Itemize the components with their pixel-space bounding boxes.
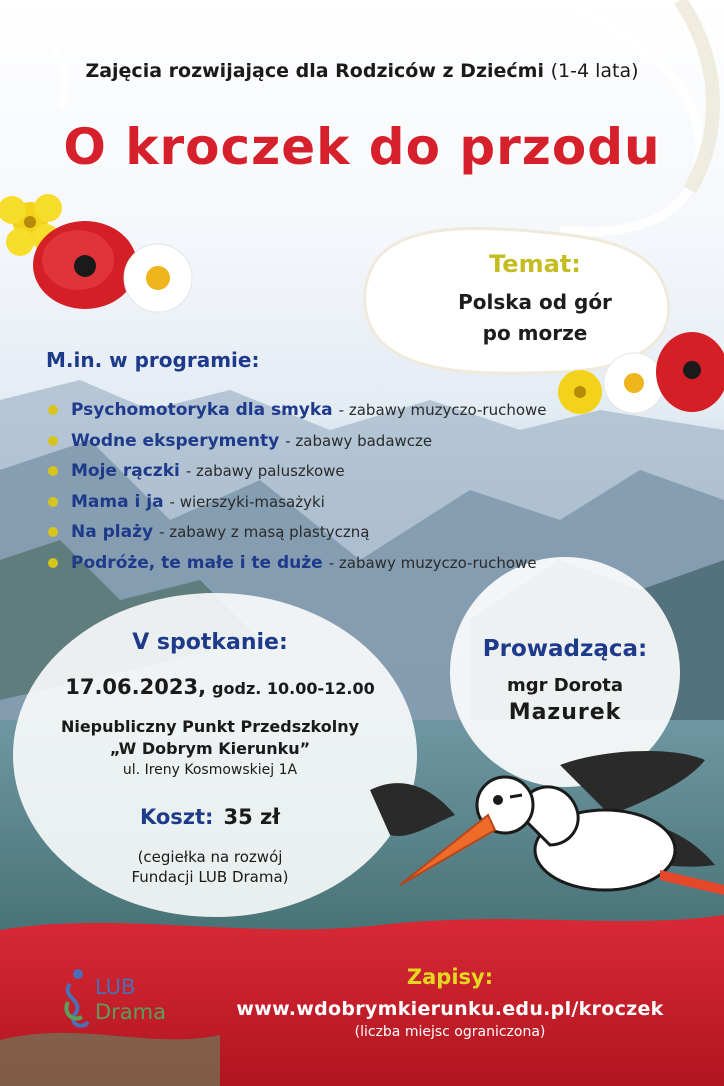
list-item	[48, 456, 547, 487]
topic-text	[440, 287, 630, 349]
flowers-top-left	[0, 180, 200, 320]
cost-note-line-1: (cegiełka na rozwój	[137, 848, 283, 866]
meeting-date: 17.06.2023,	[65, 675, 207, 699]
program-item-name: Mama i ja	[71, 491, 164, 512]
bullet-icon	[48, 497, 58, 507]
program-item-name: Moje rączki	[71, 461, 180, 482]
meeting-place-line-2: „W Dobrym Kierunku”	[109, 739, 311, 758]
meeting-date-row	[40, 675, 400, 699]
program-item-name: Wodne eksperymenty	[71, 430, 280, 451]
list-item	[48, 487, 547, 518]
program-item-desc: - zabawy paluszkowe	[185, 462, 345, 481]
bullet-icon	[48, 527, 58, 537]
topic-line-1: Polska od gór	[458, 290, 612, 314]
bullet-icon	[48, 466, 58, 476]
program-item-name: Na plaży	[71, 522, 154, 543]
list-item	[48, 426, 547, 457]
program-list	[48, 395, 547, 578]
stork-illustration	[370, 745, 724, 920]
list-item	[48, 548, 547, 579]
bullet-icon	[48, 436, 58, 446]
program-item-desc: - zabawy muzyczo-ruchowe	[328, 553, 537, 572]
registration-link[interactable]: www.wdobrymkierunku.edu.pl/kroczek	[236, 998, 664, 1020]
poppy-flower-icon	[33, 221, 137, 309]
subtitle-age: (1-4 lata)	[550, 60, 639, 82]
daisy-flower-icon	[124, 244, 192, 312]
meeting-address: ul. Ireny Kosmowskiej 1A	[122, 762, 298, 778]
program-item-desc: - zabawy z masą plastyczną	[159, 523, 370, 542]
registration-label: Zapisy:	[406, 965, 494, 989]
cost-row	[50, 805, 370, 829]
subtitle	[0, 60, 724, 82]
registration-note: (liczba miejsc ograniczona)	[354, 1024, 546, 1040]
page-title: O kroczek do przodu	[63, 118, 661, 176]
leader-label: Prowadząca:	[482, 636, 648, 662]
subtitle-main: Zajęcia rozwijające dla Rodziców z Dziećmi	[85, 60, 544, 82]
meeting-label: V spotkanie:	[132, 630, 288, 655]
list-item	[48, 395, 547, 426]
daisy-flower-icon	[604, 353, 664, 413]
topic-line-2: po morze	[482, 321, 588, 345]
leader-name-line-1: mgr Dorota	[506, 675, 624, 696]
program-item-name: Podróże, te małe i te duże	[71, 552, 323, 573]
list-item	[48, 517, 547, 548]
cost-value: 35 zł	[223, 805, 281, 829]
program-heading: M.in. w programie:	[46, 348, 260, 372]
leader-name-line-2: Mazurek	[508, 700, 622, 725]
program-item-desc: - wierszyki-masażyki	[169, 492, 325, 511]
program-item-desc: - zabawy muzyczo-ruchowe	[338, 401, 547, 420]
program-item-desc: - zabawy badawcze	[285, 431, 433, 450]
bullet-icon	[48, 405, 58, 415]
bullet-icon	[48, 558, 58, 568]
meeting-hours: godz. 10.00-12.00	[212, 679, 375, 698]
poppy-flower-icon	[656, 332, 724, 412]
topic-label: Temat:	[489, 250, 581, 278]
cost-note-line-2: Fundacji LUB Drama)	[131, 868, 289, 886]
program-item-name: Psychomotoryka dla smyka	[71, 400, 333, 421]
meeting-place-line-1: Niepubliczny Punkt Przedszkolny	[60, 717, 360, 736]
buttercup-flower-icon	[558, 370, 602, 414]
cost-label: Koszt:	[139, 805, 214, 829]
logo-text-lub: LUB	[95, 975, 136, 999]
logo-text-drama: Drama	[95, 1000, 166, 1024]
